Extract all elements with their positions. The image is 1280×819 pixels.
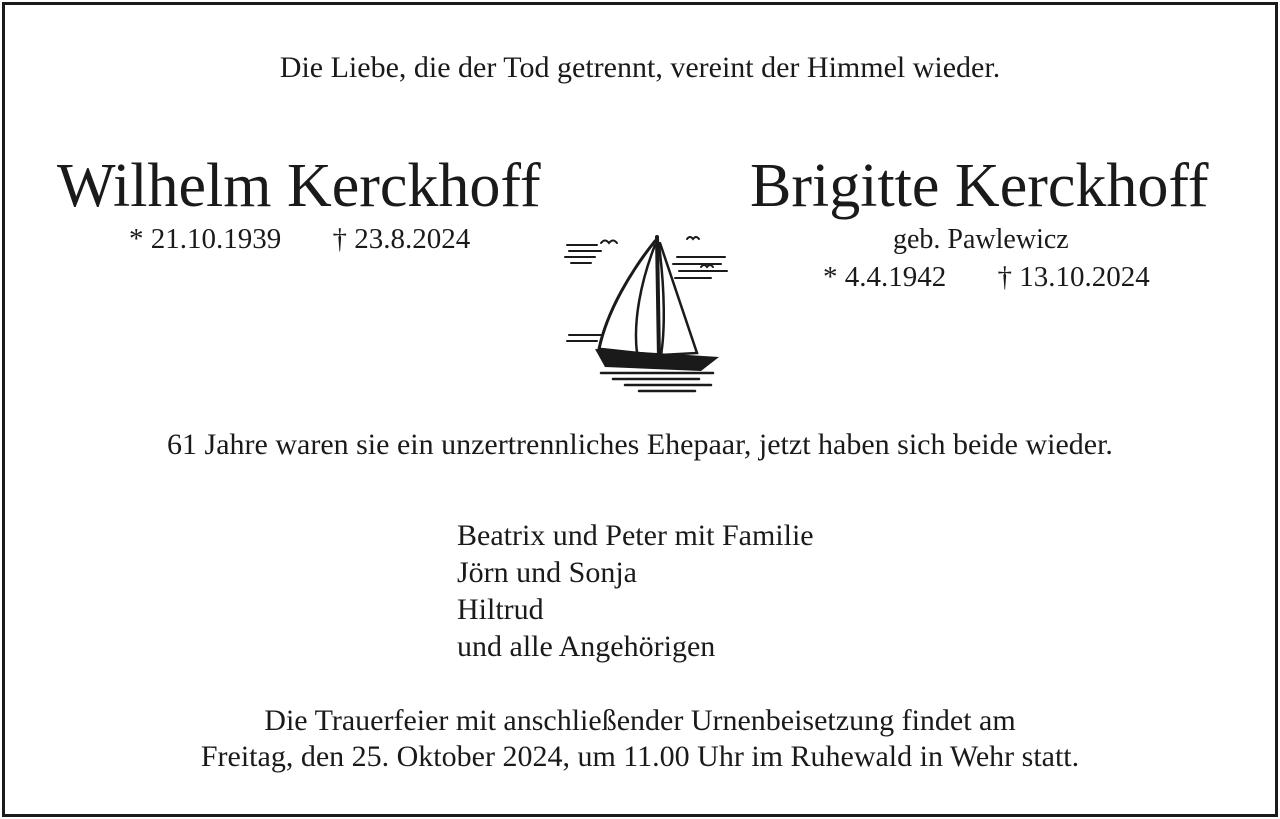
sailboat-icon	[561, 231, 731, 397]
death-date: † 13.10.2024	[997, 261, 1150, 293]
list-item: Jörn und Sonja	[457, 556, 637, 589]
obituary-card	[2, 2, 1278, 817]
name-brigitte: Brigitte Kerckhoff	[750, 152, 1209, 220]
birth-date: * 4.4.1942	[823, 261, 947, 293]
funeral-line-2: Freitag, den 25. Oktober 2024, um 11.00 Uhr im Ruhewald in Wehr statt.	[200, 740, 1080, 773]
list-item: und alle Angehörigen	[457, 630, 716, 663]
name-wilhelm: Wilhelm Kerckhoff	[57, 152, 541, 220]
tagline-text: 61 Jahre waren sie ein unzertrennliches Ehepaar, jetzt haben sich beide wieder.	[167, 428, 1113, 461]
list-item: Beatrix und Peter mit Familie	[457, 519, 814, 552]
death-date: † 23.8.2024	[332, 223, 471, 255]
funeral-line-1: Die Trauerfeier mit anschließender Urnenbeisetzung findet am	[264, 704, 1016, 737]
birth-date: * 21.10.1939	[129, 223, 282, 255]
list-item: Hiltrud	[457, 593, 544, 626]
dates-wilhelm	[129, 223, 470, 256]
motto-text: Die Liebe, die der Tod getrennt, vereint der Himmel wieder.	[279, 51, 1001, 84]
dates-brigitte	[823, 261, 1150, 294]
maiden-name: geb. Pawlewicz	[893, 224, 1069, 255]
funeral-notice	[5, 703, 1275, 775]
mourners-list	[457, 517, 814, 665]
